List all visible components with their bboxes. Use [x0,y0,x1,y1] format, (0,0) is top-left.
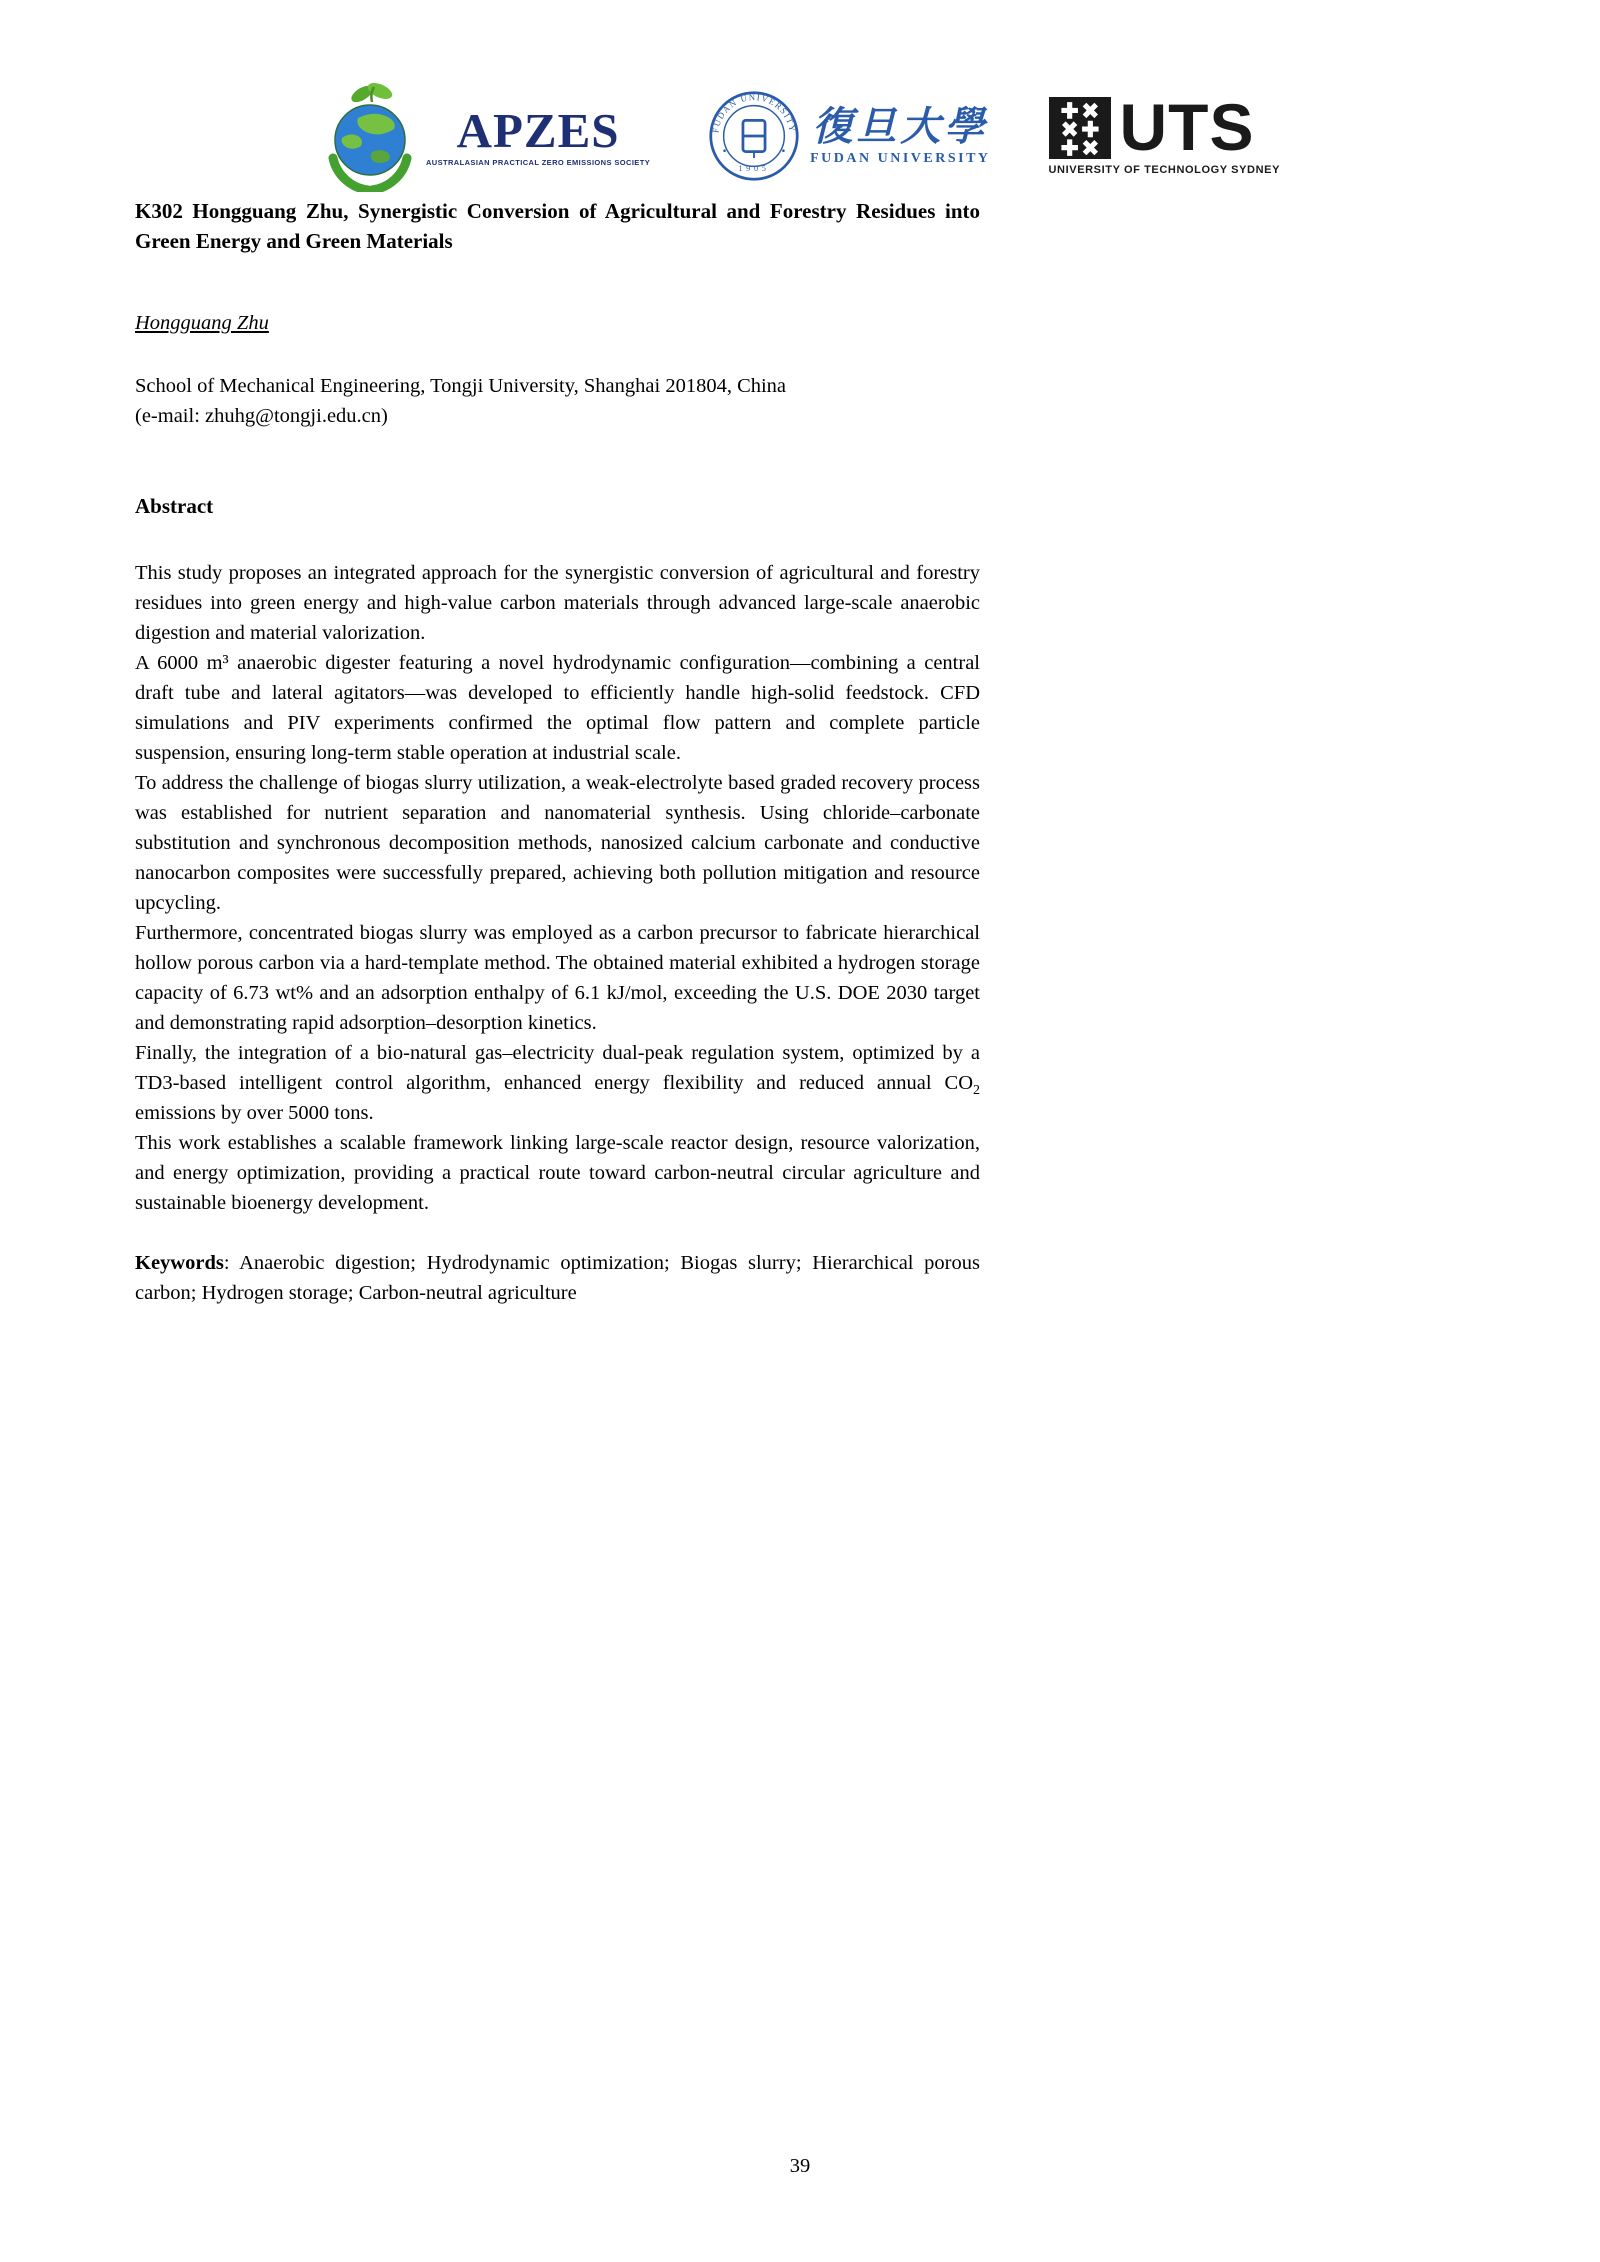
uts-logo-top [1049,89,1255,164]
abstract-paragraph-5-tail: emissions by over 5000 tons. [135,1102,374,1124]
abstract-paragraph-4: Furthermore, concentrated biogas slurry was employed as a carbon precursor to fabricate hierarchical hollow porous carbon via a hard-template method. The obtained material exhibited a hydrogen storage capacity of 6.73 wt% and an adsorption enthalpy of 6.1 kJ/mol, exceeding the U.S. DOE 2030 target and demonstrating rapid adsorption–desorption kinetics. [135,922,980,1034]
author-name: Hongguang Zhu [135,312,269,334]
paper-title: K302 Hongguang Zhu, Synergistic Conversion of Agricultural and Forestry Residues into Green Energy and Green Materials [135,199,980,253]
uts-logo [1048,89,1281,176]
fudan-logo [708,90,990,182]
paper-content [135,196,980,1308]
abstract-paragraph-1: This study proposes an integrated approach for the synergistic conversion of agricultural and forestry residues into green energy and high-value carbon materials through advanced large-scale anaerobic digestion and material valorization. [135,562,980,644]
svg-text:FUDAN UNIVERSITY: FUDAN UNIVERSITY [710,92,798,134]
abstract-paragraph-3: To address the challenge of biogas slurry utilization, a weak-electrolyte based graded recovery process was established for nutrient separation and nanomaterial synthesis. Using chloride–carbonate substitution and synchronous decomposition methods, nanosized calcium carbonate and conductive nanocarbon composites were successfully prepared, achieving both pollution mitigation and resource upcycling. [135,772,980,914]
email-line: (e-mail: zhuhg@tongji.edu.cn) [135,405,388,427]
keywords-text: : Anaerobic digestion; Hydrodynamic optimization; Biogas slurry; Hierarchical porous carbon; Hydrogen storage; Carbon-neutral agriculture [135,1252,980,1304]
keywords-line [135,1248,980,1308]
co2-subscript: 2 [973,1083,980,1099]
page-number: 39 [789,2155,811,2177]
abstract-paragraph-5 [135,1038,980,1128]
svg-text:1905: 1905 [738,163,770,173]
fudan-logo-text [810,105,990,167]
apzes-acronym: APZES [456,102,620,158]
abstract-heading: Abstract [135,494,214,518]
affiliation: School of Mechanical Engineering, Tongji University, Shanghai 201804, China [135,375,787,397]
logo-row [0,80,1600,192]
abstract-paragraph-2: A 6000 m³ anaerobic digester featuring a novel hydrodynamic configuration—combining a central draft tube and lateral agitators—was developed to efficiently handle high-solid feedstock. CFD simulations and PIV experiments confirmed the optimal flow pattern and complete particle suspension, ensuring long-term stable operation at industrial scale. [135,652,980,764]
apzes-logo-text [425,102,651,167]
uts-acronym: UTS [1119,89,1255,164]
apzes-globe-icon [320,80,420,192]
abstract-paragraph-6: This work establishes a scalable framework linking large-scale reactor design, resource valorization, and energy optimization, providing a practical route toward carbon-neutral circular agriculture and sustainable bioenergy development. [135,1132,980,1214]
keywords-label: Keywords [135,1252,224,1274]
fudan-chinese-name: 復旦大學 [812,104,989,149]
uts-mark-icon [1049,97,1111,159]
abstract-paragraph-5-text: Finally, the integration of a bio-natural gas–electricity dual-peak regulation system, optimized by a TD3-based intelligent control algorithm, enhanced energy flexibility and reduced annual CO [135,1042,980,1094]
fudan-seal-icon [708,90,800,182]
apzes-tagline: AUSTRALASIAN PRACTICAL ZERO EMISSIONS SOCIETY [425,157,651,167]
fudan-english-name: FUDAN UNIVERSITY [810,151,991,166]
apzes-logo [320,80,650,192]
abstract-body [135,558,980,1218]
uts-university-name: UNIVERSITY OF TECHNOLOGY SYDNEY [1048,163,1281,176]
